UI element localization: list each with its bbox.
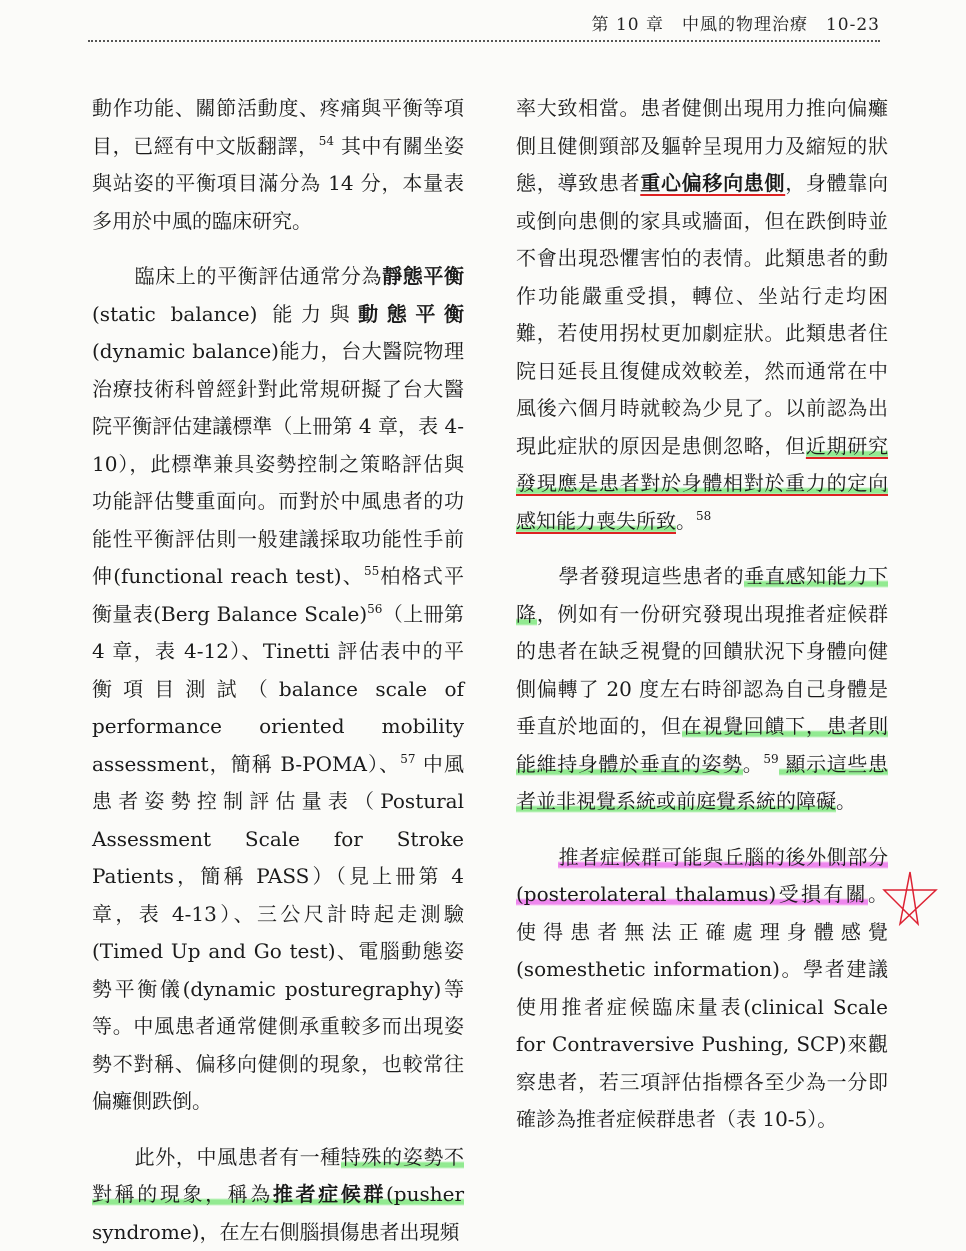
green-highlight: 近期研究發現應是患者對於身體相對於重力的定向感知能力喪失所致 xyxy=(516,434,888,533)
text: 。 xyxy=(743,752,764,776)
right-paragraph-2 xyxy=(516,558,888,821)
pink-highlight: 推者症候群可能與丘腦的後外側部分(posterolateral thalamus)受損有關 xyxy=(516,845,888,907)
text: 學者發現這些患者的 xyxy=(558,564,744,588)
bold-term: 推者症候群 xyxy=(273,1182,386,1206)
citation: 59 xyxy=(763,752,778,766)
green-highlight: 垂直感知能力下降 xyxy=(516,564,888,626)
bold-term: 靜態平衡 xyxy=(382,264,464,288)
header-text: 第 10 章 中風的物理治療 10-23 xyxy=(592,10,880,35)
right-paragraph-1 xyxy=(516,90,888,540)
text: (static balance) 能力與 xyxy=(92,302,358,326)
hand-drawn-star-icon xyxy=(880,868,940,930)
left-paragraph-3 xyxy=(92,1139,464,1251)
citation: 54 xyxy=(319,134,334,148)
text: 其中有關坐姿與站姿的平衡項目滿分為 14 分，本量表多用於中風的臨床研究。 xyxy=(92,134,464,233)
text: (dynamic balance)能力，台大醫院物理治療技術科曾經針對此常規研擬了台大醫院平衡評估建議標準（上冊第 4 章，表 4-10），此標準兼具姿勢控制之策略評估與功能評估雙重面向。而對於中風患者的功能性平衡評估則一般建議採取功能性手前伸(functional reach test)、 xyxy=(92,339,464,588)
text: 柏格式平衡量表(Berg Balance Scale) xyxy=(92,564,464,626)
bold-term: 動態平衡 xyxy=(358,302,464,326)
right-column xyxy=(516,90,888,1139)
text: 此外，中風患者有一種 xyxy=(134,1145,341,1169)
text: 。使得患者無法正確處理身體感覺(somesthetic information)。學者建議使用推者症候臨床量表(clinical Scale for Contraversive Pushing, SCP)來觀察患者，若三項評估指標各至少為一分即確診為推者症候群患者（表 10-5）。 xyxy=(516,882,888,1131)
green-highlight: (pusher xyxy=(386,1182,464,1206)
red-underline: 重心偏移向患側 xyxy=(640,171,785,195)
green-highlight: 在視覺回饋下，患者則能維持身體於垂直的姿勢 xyxy=(516,714,888,776)
left-paragraph-2 xyxy=(92,258,464,1121)
text: 動作功能、關節活動度、疼痛與平衡等項目，已經有中文版翻譯， xyxy=(92,96,464,158)
citation: 58 xyxy=(696,509,711,523)
text: ，例如有一份研究發現出現推者症候群的患者在缺乏視覺的回饋狀況下身體向健側偏轉了 20 度左右時卻認為自己身體是垂直於地面的，但 xyxy=(516,602,888,739)
citation: 57 xyxy=(400,752,415,766)
text: 中風患者姿勢控制評估量表（Postural Assessment Scale for Stroke Patients，簡稱 PASS）（見上冊第 4 章，表 4-13）、三公尺計時起走測驗(Timed Up and Go test)、電腦動態姿勢平衡儀(dynamic posturegraphy)等等。中風患者通常健側承重較多而出現姿勢不對稱、偏移向健側的現象，也較常往偏癱側跌倒。 xyxy=(92,752,464,1114)
text: （上冊第 4 章，表 4-12）、Tinetti 評估表中的平衡項目測試（balance scale of performance oriented mobility assessment，簡稱 B-POMA）、 xyxy=(92,602,464,776)
text: 臨床上的平衡評估通常分為 xyxy=(134,264,382,288)
text: ，身體靠向或倒向患側的家具或牆面，但在跌倒時並不會出現恐懼害怕的表情。此類患者的動作功能嚴重受損，轉位、坐站行走均困難，若使用拐杖更加劇症狀。此類患者住院日延長且復健成效較差，然而通常在中風後六個月時就較為少見了。以前認為出現此症狀的原因是患側忽略，但 xyxy=(516,171,888,458)
green-highlight: 顯示這些患者並非視覺系統或前庭覺系統的障礙 xyxy=(516,752,888,814)
citation: 55 xyxy=(364,564,379,578)
running-header xyxy=(88,8,880,42)
text: 。 xyxy=(676,509,696,533)
citation: 56 xyxy=(367,602,382,616)
left-column xyxy=(92,90,464,1251)
green-highlight: 特殊的姿勢不對稱的現象，稱為 xyxy=(92,1145,464,1207)
text: syndrome)，在左右側腦損傷患者出現頻 xyxy=(92,1220,459,1244)
text: 率大致相當。患者健側出現用力推向偏癱側且健側頸部及軀幹呈現用力及縮短的狀態，導致患者 xyxy=(516,96,888,195)
text: 。 xyxy=(836,789,856,813)
left-paragraph-1 xyxy=(92,90,464,240)
right-paragraph-3 xyxy=(516,839,888,1139)
